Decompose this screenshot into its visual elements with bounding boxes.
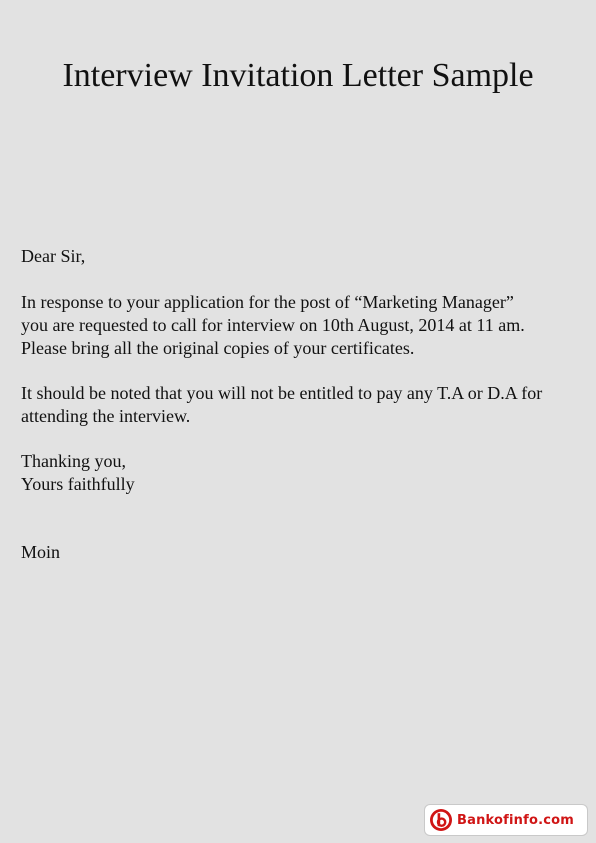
bankofinfo-logo-icon bbox=[429, 808, 453, 832]
letter-title: Interview Invitation Letter Sample bbox=[62, 57, 534, 94]
letter-greeting: Dear Sir, bbox=[21, 246, 86, 266]
paragraph-2-line: attending the interview. bbox=[21, 406, 191, 426]
closing-line: Yours faithfully bbox=[21, 474, 135, 494]
closing-line: Thanking you, bbox=[21, 451, 126, 471]
letter-paragraph-1 bbox=[21, 291, 586, 360]
letter-paragraph-2 bbox=[21, 382, 586, 428]
letter-signature: Moin bbox=[21, 542, 61, 562]
paragraph-1-line: In response to your application for the post of “Marketing Manager” bbox=[21, 292, 514, 312]
paragraph-1-line: Please bring all the original copies of your certificates. bbox=[21, 338, 415, 358]
bankofinfo-watermark[interactable] bbox=[425, 805, 587, 835]
watermark-text: Bankofinfo.com bbox=[457, 812, 575, 828]
letter-closing bbox=[21, 450, 586, 496]
letter-body bbox=[21, 245, 586, 564]
paragraph-2-line: It should be noted that you will not be entitled to pay any T.A or D.A for bbox=[21, 383, 543, 403]
paragraph-1-line: you are requested to call for interview on 10th August, 2014 at 11 am. bbox=[21, 315, 525, 335]
